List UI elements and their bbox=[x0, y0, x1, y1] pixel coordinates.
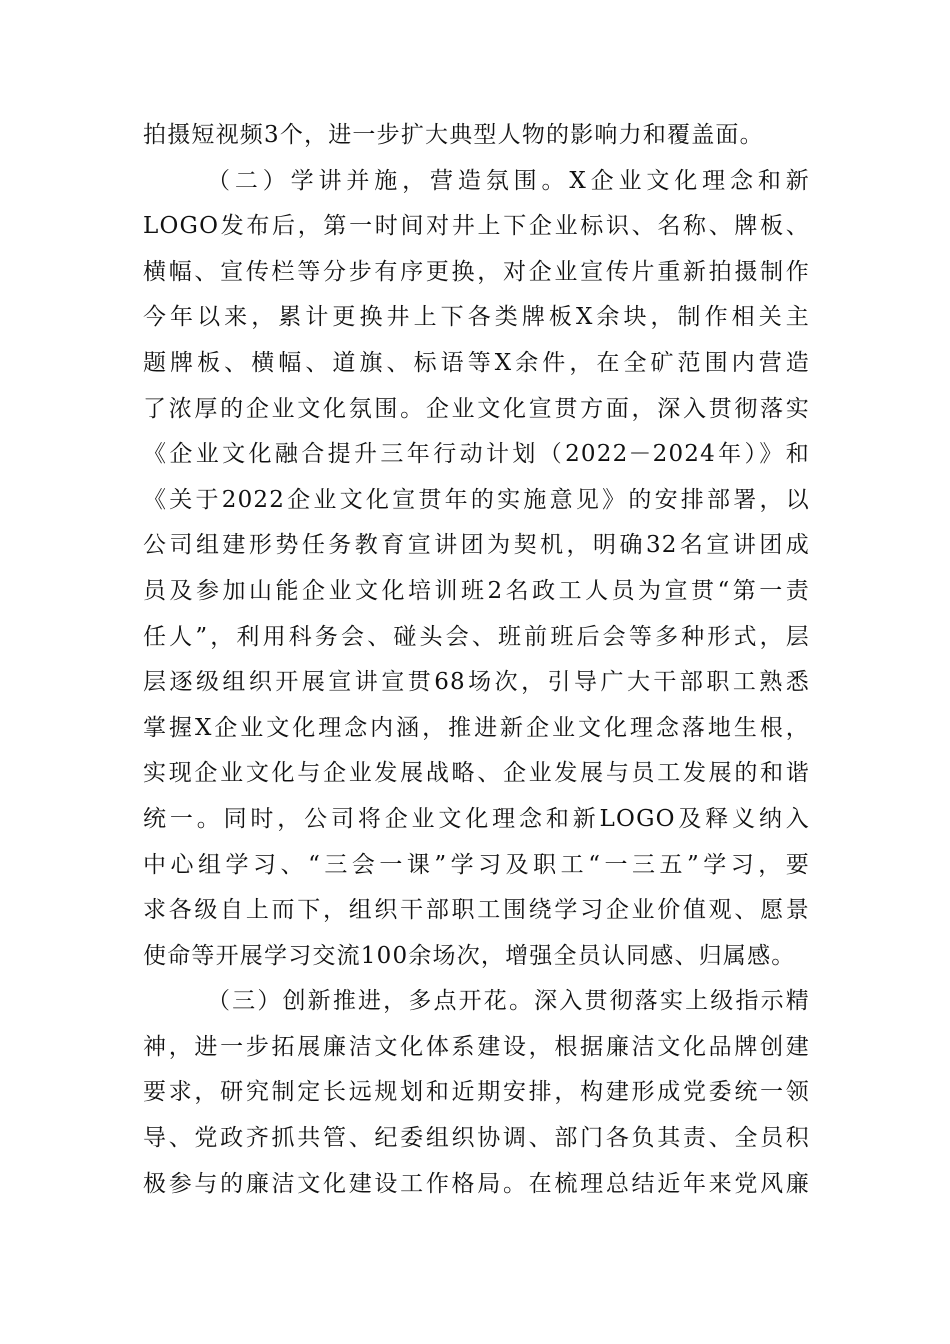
text-line: 员及参加山能企业文化培训班2名政工人员为宣贯“第一责 bbox=[143, 577, 810, 604]
text-line: 要求，研究制定长远规划和近期安排，构建形成党委统一领 bbox=[143, 1079, 810, 1106]
text-line: 公司组建形势任务教育宣讲团为契机，明确32名宣讲团成 bbox=[143, 532, 810, 559]
text-line: 题牌板、横幅、道旗、标语等X余件，在全矿范围内营造 bbox=[143, 349, 810, 376]
section-heading-line: （三）创新推进，多点开花。深入贯彻落实上级指示精 bbox=[207, 988, 810, 1015]
text-line: 求各级自上而下，组织干部职工围绕学习企业价值观、愿景 bbox=[143, 897, 810, 924]
text-line: 掌握X企业文化理念内涵，推进新企业文化理念落地生根， bbox=[143, 714, 810, 741]
text-line: 中心组学习、“三会一课”学习及职工“一三五”学习，要 bbox=[143, 851, 810, 878]
text-line: 实现企业文化与企业发展战略、企业发展与员工发展的和谐 bbox=[143, 760, 810, 787]
text-line: 使命等开展学习交流100余场次，增强全员认同感、归属感。 bbox=[143, 942, 796, 969]
text-line: 了浓厚的企业文化氛围。企业文化宣贯方面，深入贯彻落实 bbox=[143, 395, 810, 422]
text-line: 拍摄短视频3个，进一步扩大典型人物的影响力和覆盖面。 bbox=[143, 122, 764, 148]
text-line: 神，进一步拓展廉洁文化体系建设，根据廉洁文化品牌创建 bbox=[143, 1033, 810, 1060]
text-line: 《企业文化融合提升三年行动计划（2022－2024年）》和 bbox=[143, 441, 810, 468]
text-line: 今年以来，累计更换井上下各类牌板X余块，制作相关主 bbox=[143, 304, 810, 331]
text-line: 横幅、宣传栏等分步有序更换，对企业宣传片重新拍摄制作 bbox=[143, 258, 810, 285]
text-line: LOGO发布后，第一时间对井上下企业标识、名称、牌板、 bbox=[143, 213, 810, 240]
text-line: 统一。同时，公司将企业文化理念和新LOGO及释义纳入 bbox=[143, 805, 810, 832]
text-line: 任人”，利用科务会、碰头会、班前班后会等多种形式，层 bbox=[143, 623, 810, 650]
text-line: 导、党政齐抓共管、纪委组织协调、部门各负其责、全员积 bbox=[143, 1125, 810, 1152]
text-line: 层逐级组织开展宣讲宣贯68场次，引导广大干部职工熟悉 bbox=[143, 669, 810, 696]
section-heading-line: （二）学讲并施，营造氛围。X企业文化理念和新 bbox=[207, 167, 810, 194]
document-body bbox=[143, 113, 810, 1207]
text-line: 《关于2022企业文化宣贯年的实施意见》的安排部署，以 bbox=[143, 486, 810, 513]
text-line: 极参与的廉洁文化建设工作格局。在梳理总结近年来党风廉 bbox=[143, 1170, 810, 1197]
